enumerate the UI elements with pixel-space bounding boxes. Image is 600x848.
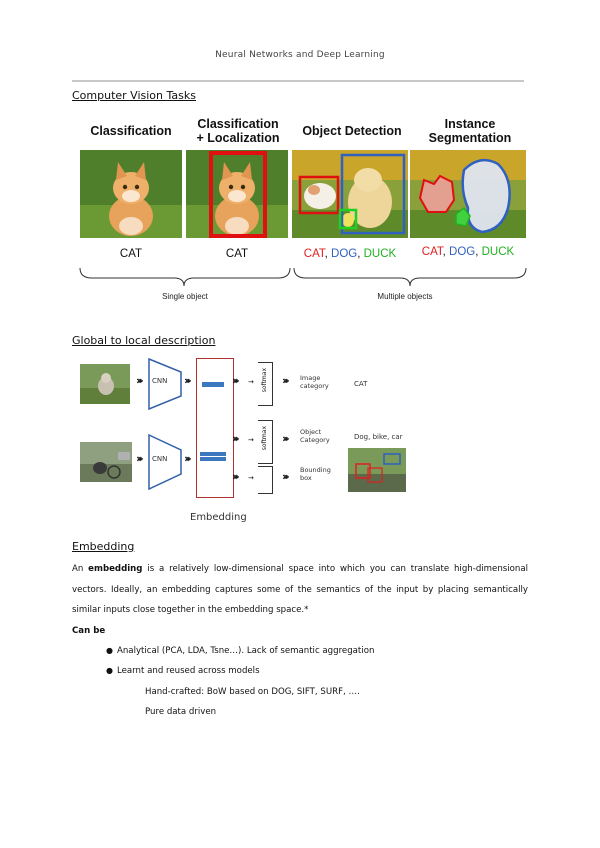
arrow-icon: ››› (136, 374, 141, 387)
section-title-cv-tasks: Computer Vision Tasks (72, 89, 196, 102)
sub-item: Pure data driven (145, 707, 217, 717)
caption-localization: CAT (225, 248, 249, 260)
label-dog: DOG (449, 246, 476, 258)
para-text: is a relatively low-dimensional space into which you can translate high-dimensional vectors. Ideally, an embedding captures some of the semantics of the input by placing semantically similar inputs close together in the embedding space.* (72, 564, 528, 615)
task-heading-classification: Classification (90, 124, 172, 138)
brace-label-multiple: Multiple objects (377, 292, 433, 301)
arrow-icon: ››› (282, 432, 287, 445)
arrow-icon: ››› (136, 452, 141, 465)
regression-block (258, 466, 273, 494)
sub-item: Hand-crafted: BoW based on DOG, SIFT, SURF, …. (145, 687, 360, 697)
cat-photo-classification (80, 150, 182, 238)
arrow-icon: ››› (232, 432, 237, 445)
para-prefix: An (72, 564, 89, 574)
section-title-embedding: Embedding (72, 540, 135, 553)
label-duck: DUCK (481, 246, 515, 258)
section-title-global-local: Global to local description (72, 334, 216, 347)
task-heading-detection: Object Detection (302, 124, 402, 138)
caption-segmentation (410, 246, 526, 258)
softmax-label-bottom: softmax (261, 426, 268, 451)
label-sep: , (442, 246, 450, 258)
page-header: Neural Networks and Deep Learning (215, 50, 385, 60)
fc-arrow: → (248, 436, 254, 444)
arrow-icon: ››› (232, 374, 237, 387)
output-label-image-category: Image category (300, 374, 329, 390)
fc-arrow: → (248, 378, 254, 386)
task-heading-localization: Classification + Localization (196, 117, 280, 145)
bullet-text: Learnt and reused across models (116, 666, 260, 676)
segmentation-photo (410, 150, 526, 238)
caption-detection (292, 248, 408, 260)
bullet-icon: ● (106, 646, 113, 655)
embedding-box (196, 358, 234, 498)
header-rule (72, 80, 524, 82)
detection-photo (292, 150, 408, 238)
label-cat: CAT (421, 246, 443, 258)
arrow-icon: ››› (184, 452, 189, 465)
arrow-icon: ››› (184, 374, 189, 387)
bullet-item (106, 646, 374, 656)
fc-arrow: → (248, 474, 254, 482)
arrow-icon: ››› (232, 470, 237, 483)
arrow-icon: ››› (282, 470, 287, 483)
global-local-diagram (78, 356, 528, 528)
embedding-label: Embedding (190, 512, 247, 523)
embedding-vector-mid (200, 452, 226, 456)
cnn-label-top: CNN (152, 377, 168, 385)
label-sep: , (357, 248, 364, 260)
cat-photo-localization (186, 150, 288, 238)
softmax-label-top: softmax (261, 368, 268, 393)
can-be-label: Can be (72, 626, 106, 636)
embedding-vector-top (202, 382, 224, 387)
label-dog: DOG (331, 248, 358, 260)
task-heading-segmentation: Instance Segmentation (428, 117, 512, 145)
bullet-text: Analytical (PCA, LDA, Tsne…). Lack of semantic aggregation (116, 646, 375, 656)
arrow-icon: ››› (282, 374, 287, 387)
label-sep: , (475, 246, 482, 258)
detection-result-image (348, 448, 406, 492)
para-bold-term: embedding (88, 564, 143, 574)
bullet-icon: ● (106, 666, 113, 675)
output-label-object-category: Object Category (300, 428, 330, 444)
cnn-label-bottom: CNN (152, 455, 168, 463)
label-cat: CAT (303, 248, 325, 260)
brace-label-single: Single object (162, 292, 208, 301)
caption-classification: CAT (119, 248, 143, 260)
input-image-cat (80, 364, 130, 404)
bullet-item (106, 666, 260, 676)
label-duck: DUCK (363, 248, 397, 260)
result-objects: Dog, bike, car (354, 433, 403, 441)
input-image-street (80, 442, 132, 482)
label-sep: , (324, 248, 332, 260)
embedding-paragraph (72, 559, 528, 621)
output-label-bounding-box: Bounding box (300, 466, 331, 482)
result-cat: CAT (354, 380, 368, 388)
grouping-braces (78, 266, 528, 288)
embedding-vector-mid2 (200, 457, 226, 461)
